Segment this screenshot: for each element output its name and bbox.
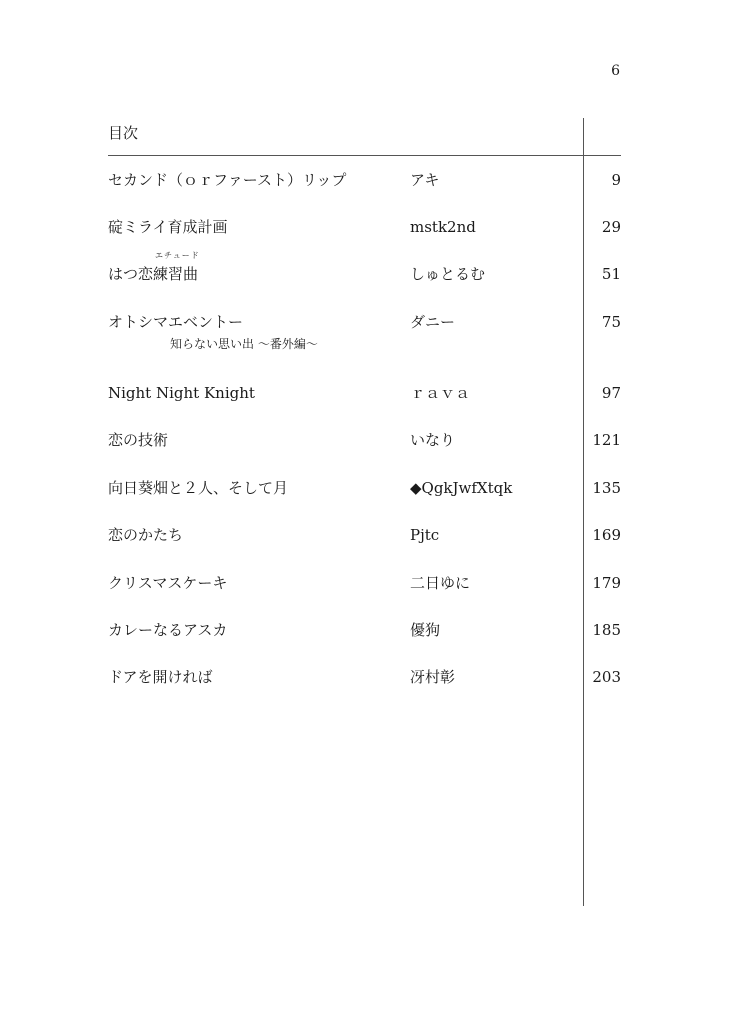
entry-page: 169 [592,526,621,544]
entry-title: Night Night Knight [108,384,255,402]
entry-title: カレーなるアスカ [108,621,228,639]
entry-author: ｒａｖａ [410,384,471,402]
entry-title: 恋の技術 [108,431,169,449]
entry-author: 優狗 [410,621,441,639]
toc-entry [0,251,730,286]
entry-author: しゅとるむ [410,265,486,283]
entry-title: はつ恋練習曲 [108,265,199,283]
entry-page: 29 [601,218,621,236]
entry-page: 75 [601,313,621,331]
entry-page: 135 [592,479,621,497]
toc-entry [0,310,730,351]
entry-author: mstk2nd [410,218,476,236]
entry-author: アキ [410,171,440,189]
entry-author: ダニー [410,313,456,331]
entry-page: 51 [601,265,621,283]
entry-page: 9 [611,171,621,189]
entry-ruby: エチュード [155,251,200,260]
page-number: 6 [611,63,620,79]
entry-title: オトシマエベントー [108,313,244,331]
entry-page: 121 [592,431,621,449]
toc-entry [0,428,730,452]
horizontal-rule [108,155,621,156]
toc-entry [0,571,730,595]
entry-author: いなり [410,431,456,449]
entry-title: 碇ミライ育成計画 [108,218,228,236]
entry-page: 179 [592,574,621,592]
entry-subtitle: 知らない思い出 〜番外編〜 [170,337,318,351]
entry-author: ◆QgkJwfXtqk [410,479,513,497]
entry-title: 向日葵畑と２人、そして月 [108,479,289,497]
toc-entry [0,168,730,192]
toc-entry [0,476,730,500]
entry-author: Pjtc [410,526,440,544]
toc-heading: 目次 [108,124,139,142]
entry-author: 冴村彰 [410,668,456,686]
toc-entry [0,523,730,547]
entry-title: ドアを開ければ [108,668,213,686]
entry-title: クリスマスケーキ [108,574,228,592]
entry-title: セカンド（ｏｒファースト）リップ [108,171,347,189]
entry-title: 恋のかたち [108,526,184,544]
toc-entry [0,665,730,689]
toc-entry [0,618,730,642]
toc-entry [0,215,730,239]
entry-author: 二日ゆに [410,574,471,592]
entry-page: 97 [601,384,621,402]
toc-entry [0,381,730,405]
entry-page: 185 [592,621,621,639]
entry-page: 203 [592,668,621,686]
